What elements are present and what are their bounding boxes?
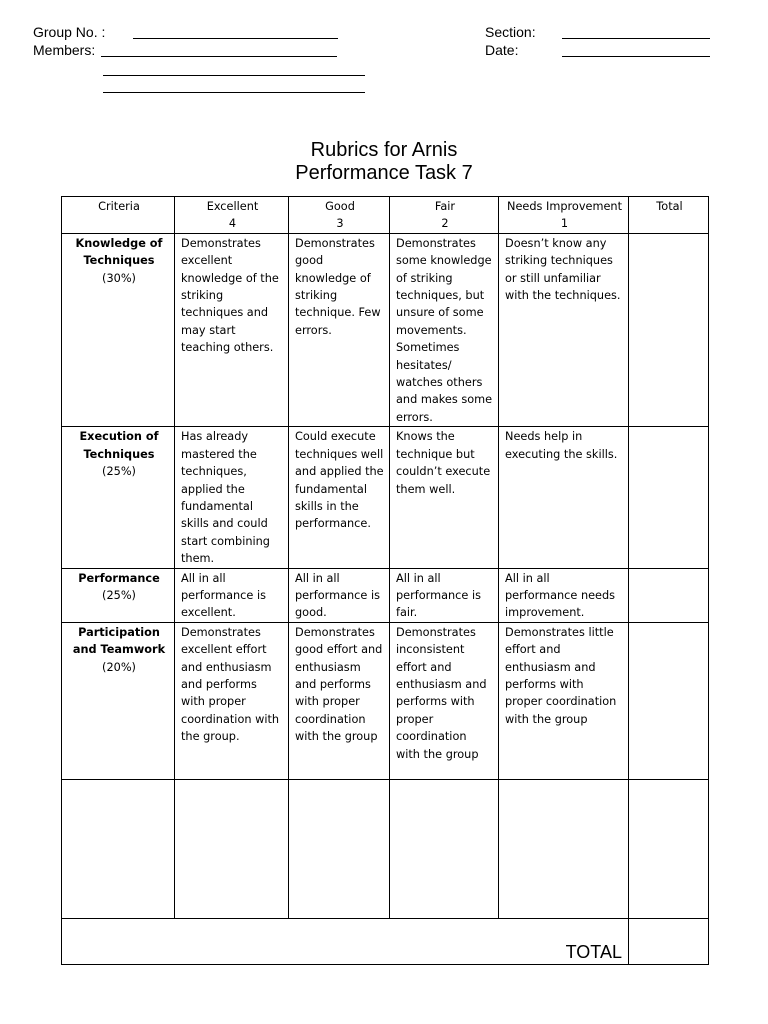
criterion-name: Participation and Teamwork [72,625,166,657]
blank-cell[interactable] [629,779,709,918]
page-title: Rubrics for Arnis [310,139,458,161]
header-row [62,197,709,234]
total-label: TOTAL [62,918,629,964]
needs-improvement-cell: Demonstrates little effort and enthusiasm and performs with proper coordination with the group [499,622,629,779]
rubric-table [61,196,709,965]
table-row [62,233,709,426]
members-label: Members: [33,42,96,58]
column-header-fair [390,197,499,234]
criterion-weight: (25%) [102,588,136,602]
total-cell[interactable] [629,622,709,779]
column-score: 3 [336,217,344,231]
blank-cell[interactable] [499,779,629,918]
column-header-needs-improvement [499,197,629,234]
criterion-name: Knowledge of Techniques [75,236,163,268]
column-name: Total [656,200,683,213]
good-cell: Demonstrates good knowledge of striking technique. Few errors. [289,233,390,426]
column-score: 2 [441,217,449,231]
needs-improvement-cell: Needs help in executing the skills. [499,427,629,568]
excellent-cell: Has already mastered the techniques, applied the fundamental skills and could start combining them. [175,427,289,568]
criterion-cell [62,427,175,568]
good-cell: Could execute techniques well and applied the fundamental skills in the performance. [289,427,390,568]
total-cell[interactable] [629,427,709,568]
fair-cell: Demonstrates inconsistent effort and enthusiasm and performs with proper coordination with the group [390,622,499,779]
fair-cell: Knows the technique but couldn’t execute them well. [390,427,499,568]
table-row [62,568,709,622]
excellent-cell: Demonstrates excellent knowledge of the striking techniques and may start teaching others. [175,233,289,426]
excellent-cell: Demonstrates excellent effort and enthusiasm and performs with proper coordination with the group. [175,622,289,779]
column-header-total [629,197,709,234]
column-header-criteria [62,197,175,234]
column-name: Needs Improvement [507,200,622,213]
column-header-excellent [175,197,289,234]
date-label: Date: [485,42,519,58]
total-cell[interactable] [629,233,709,426]
column-header-good [289,197,390,234]
fair-cell: All in all performance is fair. [390,568,499,622]
criterion-weight: (20%) [102,660,136,674]
section-line[interactable] [562,38,710,39]
table-row [62,427,709,568]
needs-improvement-cell: All in all performance needs improvement. [499,568,629,622]
criterion-cell [62,622,175,779]
blank-row [62,779,709,918]
blank-cell[interactable] [175,779,289,918]
good-cell: All in all performance is good. [289,568,390,622]
column-name: Criteria [98,200,140,213]
group-no-line[interactable] [133,38,338,39]
fair-cell: Demonstrates some knowledge of striking techniques, but unsure of some movements. Sometimes hesitates/ watches others and makes some errors. [390,233,499,426]
column-score: 1 [560,217,569,231]
criterion-cell [62,568,175,622]
blank-cell[interactable] [390,779,499,918]
page-subtitle: Performance Task 7 [295,162,473,184]
column-name: Fair [434,200,456,213]
grand-total-cell[interactable] [629,918,709,964]
column-name: Good [325,200,355,213]
blank-cell[interactable] [289,779,390,918]
criterion-cell [62,233,175,426]
needs-improvement-cell: Doesn’t know any striking techniques or still unfamiliar with the techniques. [499,233,629,426]
total-row [62,918,709,964]
criterion-name: Performance [78,571,160,585]
blank-cell[interactable] [62,779,175,918]
section-label: Section: [485,24,536,40]
criterion-name: Execution of Techniques [79,430,159,461]
criterion-weight: (30%) [102,271,136,285]
column-score: 4 [228,217,237,231]
group-no-label: Group No. : [33,24,106,40]
table-row [62,622,709,779]
criterion-weight: (25%) [102,465,136,479]
good-cell: Demonstrates good effort and enthusiasm and performs with proper coordination with the group [289,622,390,779]
total-cell[interactable] [629,568,709,622]
excellent-cell: All in all performance is excellent. [175,568,289,622]
members-line-2[interactable] [103,75,365,76]
members-line-3[interactable] [103,92,365,93]
date-line[interactable] [562,56,710,57]
members-line-1[interactable] [101,56,337,57]
column-name: Excellent [206,200,259,213]
